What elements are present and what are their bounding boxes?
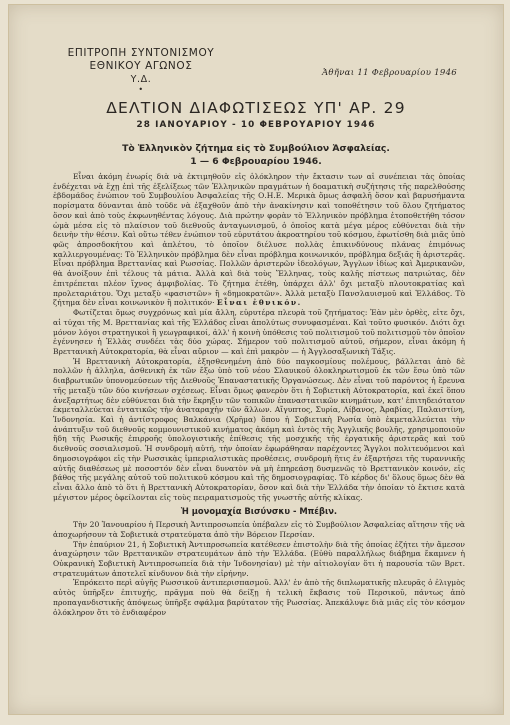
paragraph: Φωτίζεται ὅμως συγχρόνως καὶ μία ἄλλη, εὐρυτέρα πλευρὰ τοῦ ζητήματος: Ἐὰν μὲν ὀρθὲς, εἰτε ὄχι, αἱ τύχαι τῆς Μ. Βρεττανίας καὶ τῆς Ἑλλάδος εἶναι ἀπολύτως συνυφασμέναι. Καὶ τοῦτο φυσικόν. Διότι ὄχι μόνον λόγοι στρατηγικοὶ ἢ γεωγραφικοί, ἀλλ' ἡ κοινὴ ὑπόθεσις τοῦ πολιτισμοῦ τοῦ πολιτισμοῦ τὸν ὁποῖον ἐγέννησεν ἡ Ἑλλὰς συνδέει τὰς δύο χώρας. Σήμερον τοῦ πολιτισμοῦ αὐτοῦ, σήμερον, εἶναι ἀκόμη ἡ Βρεττανικὴ Αὐτοκρατορία, θὰ εἶναι αὔριον — καὶ ἐπὶ μακρὸν — ἡ Ἀγγλοσαξωνικὴ Τάξις. <box>53 308 466 356</box>
issuing-organization <box>65 47 217 94</box>
paragraph <box>53 172 465 308</box>
paragraph-text: Εἶναι ἀκόμη ἐνωρίς διὰ νὰ ἐκτιμηθοῦν εἰς ὁλόκληρον τὴν ἔκτασιν των αἱ συνέπειαι τὰς ὁποίας ἐνδέχεται νὰ ἔχῃ ἐπὶ τῆς ἐξελίξεως τῶν Ἑλληνικῶν πραγμάτων ἡ δοαματικὴ συζήτησις τῆς παρελθούσης ἑβδομάδος ἐνώπιον τοῦ Συμβουλίου Ἀσφαλείας τῆς Ο.Η.Ε. Μερικὰ ὅμως ἀσφαλῆ ὅσον καὶ βαρυσήμαντα πορίσματα δύνανται ἀπὸ τοῦδε νὰ ἐξαχθοῦν ἀπὸ τὴν ἀνακίνησιν καὶ τοποθέτησιν τοῦ ὅλου ζητήματος ὅσον καὶ ἀπὸ τοὺς ἐκφωνηθέντας λόγους. Διὰ πρώτην φορὰν τὸ Ἑλληνικὸν πρόβλημα ἐτοποθετήθη τόσον ὠμὰ μέσα εἰς τὸ πλαίσιον τοῦ διεθνοῦς ἀνταγωνισμοῦ, ὁ ὁποῖος κατὰ μέγα μέρος εὐθύνεται διὰ τὴν δεινὴν τὴν θέσιν. Καὶ οὕτω τέθεν ἐνώπιον τοῦ εὐρυτάτου ἀκροατηρίου τοῦ κόσμου, ἐφωτίσθη διὰ μιᾶς ὑπὸ φῶς ἀπροσδοκήτου καὶ ἀπλέτου, τὸ ὁποῖον διέλυσε πολλὰς ἐπικινδύνους πλάνας ἐπιμόνως καλλιεργουμένας: Τὸ Ἑλληνικὸν πρόβλημα δὲν εἶναι πρόβλημα κοινωνικόν, πρόβλημα δεξιᾶς ἢ ἀριστερᾶς. Εἶναι πρόβλημα Βρεττανίας καὶ Ρωσσίας. Πολλῶν ἀριστερῶν ἰδεολόγων, Ἄγγλων ἰδίως καὶ Ἀμερικανῶν, θὰ ἀνοίξουν ἐπὶ τέλους τὰ μάτια. Ἀλλὰ καὶ διὰ τοὺς Ἕλληνας, τοὺς καλῆς πίστεως πατριώτας, δὲν ἐπιτρέπεται πλέον ἴχνος ἀμφιβολίας. Τὸ ζήτημα ἐτέθη, ὑπάρχει ἀλλ' ὄχι μεταξὺ πλουτοκρατίας καὶ προλεταριάτου. Ὄχι μεταξὺ «φασιστῶν» ἢ «δημοκρατῶν». Ἀλλὰ μεταξὺ Πανσλαυισμοῦ καὶ Ἑλλάδος. Τὸ ζήτημα δὲν εἶναι κοινωνικὸν ἢ πολιτικόν· <box>53 172 465 308</box>
bulletin-dates: 28 ΙΑΝΟΥΑΡΙΟΥ - 10 ΦΕΒΡΟΥΑΡΙΟΥ 1946 <box>136 120 376 130</box>
paragraph: Τὴν ἑπαύριον 21, ἡ Σοβιετικὴ Ἀντιπροσωπεία κατέθεσεν ἐπιστολὴν διὰ τῆς ὁποίας ἐζήτει τὴν ἄμεσον ἀναχώρησιν τῶν Βρεττανικῶν στρατευμάτων ἀπὸ τὴν Ἑλλάδα. (Εὐθὺ παραλλήλως διάβημα ἔκαμνεν ἡ Οὐκρανικὴ Σοβιετικὴ Ἀντιπροσωπεία διὰ τὴν Ἰνδονησίαν) μὲ τὴν αἰτιολογίαν ὅτι ἡ παρουσία τῶν Βρετ. στρατευμάτων ἀποτελεῖ κίνδυνον διὰ τὴν εἰρήνην. <box>53 539 465 578</box>
org-name-line1: ΕΠΙΤΡΟΠΗ ΣΥΝΤΟΝΙΣΜΟΥ <box>67 47 215 59</box>
place-date: Ἀθῆναι 11 Φεβρουαρίου 1946 <box>321 68 457 78</box>
org-abbreviation: Υ.Δ. <box>130 74 152 85</box>
paragraph: Ἡ Βρεττανικὴ Αὐτοκρατορία, ἐξησθενημένη ἀπὸ δύο παγκοσμίους πολέμους, βάλλεται ἀπὸ δὲ πολλῶν ἡ ἀλληλα, ἀσθενικὴ ἐκ τῶν ἔξω ὑπὸ τοῦ νέου Σλαυικοῦ ὁλοκληρωτισμοῦ ἐκ τῶν ἔσω ὑπὸ τῶν διαβρωτικῶν ὑπονομεύσεων τῆς Διεθνοῦς Ἐπαναστατικῆς Ὀργανώσεως. Δὲν εἶναι τοῦ παρόντος ἡ ἔρευνα τῆς μεταξὺ τῶν δύο κινήσεων σχέσεως. Εἶναι ὅμως φανερὸν ὅτι ἡ Σοβιετικὴ Αὐτοκρατορία, καὶ ἐκεῖ ὅπου ἀνεξαρτήτως δὲν εὐθύνεται διὰ τὴν ἔκρηξιν τῶν τοπικῶν ἐπαναστατικῶν κινημάτων, κατ' ἐπιτηδειότατον ἐκμεταλλεύεται ἐντατικῶς τὴν ἀναταραχὴν τῶν ἄλλων. Αἴγυπτος, Συρία, Λίβανος, Ἀραβίας, Παλαιστίνη, Ἰνδονησία. Καὶ ἡ ἀντίστροφος Βαλκάνια (Χρῆμα) ὅπου ἡ Σοβιετικὴ Ρωσία ὑπὸ ἐκμεταλλεύεται τὴν ἀνάπτυξιν τοῦ διεθνοῦς κομμουνιστικοῦ κινήματος ἀκόμη καὶ ἐντὸς τῆς Ἀγγλικῆς βουλῆς, χρησιμοποιοῦν ἤδη τῆς Ρωσικῆς ἐπιρροῆς ὑπολογιστικῆς ἐπίθεσις τῆς μοσχικῆς τῆς ἐργατικῆς ἀριστερᾶς καὶ τοῦ διεθνοῦς σοσιαλισμοῦ. Ἡ συνδρομὴ αὐτή, τὴν ὁποίαν ἐφωράθησαν παρέχοντες Ἄγγλοι πολιτευόμενοι καὶ δημοσιογράφοι εἰς τὴν Ρωσσικὰς ἰμπεριαλιστικὰς προθέσεις, συνδρομὴ ἥτις ἐν ἐξαρτήσει τῆς τυραννικῆς αὐτῆς διαθέσεως μὲ ποσοστόν δὲν εἶναι δυνατὸν νὰ μὴ ἐπηρεάσῃ δυσμενῶς τὸ Βρεττανικὸν κοινόν, εἰς βάθος τῆς μεγάλης αὐτοῦ τοῦ πολιτικοῦ κόσμου καὶ τῆς δημοσιογραφίας. Τὸ κέρδος δι' ὅλους ὅμως δὲν θὰ εἶναι ἄλλο ἀπὸ τὸ ὅτι ἡ Βρεττανικὴ Αὐτοκρατορίαν, ὅσον καὶ διὰ τὴν Ἑλλάδα τὴν ὁποίαν τὸ ἔκτισε κατὰ μέγιστον μέρος ὀφείλονται εἰς τοὺς πειραματισμοὺς τῆς γνωστῆς αὐτῆς κλίκας. <box>53 356 465 502</box>
org-name-line2: ΕΘΝΙΚΟΥ ΑΓΩΝΟΣ <box>89 60 193 72</box>
paragraph: Ἐπρόκειτο περὶ αὐγῆς Ρωσσικοῦ ἀντιπερισπασμοῦ. Ἀλλ' ἐν ἀπὸ τῆς διπλωματικῆς πλευρᾶς ὁ ἐλιγμὸς αὐτὸς ὑπῆρξεν ἐπιτυχής, πρᾶγμα ποὺ θὰ δείξῃ ἡ τελικὴ ἔκβασις τοῦ Περσικοῦ, πάντως ἀπὸ προπαγανδιστικῆς ἀπόψεως ὑπῆρξε σφάλμα βαρύτατον τῆς Ρωσσίας. Ἀπεκάλυψε διὰ μιᾶς εἰς τὸν κόσμον ὁλόκληρον ὅτι τὸ ἐνδιαφέρον <box>53 578 465 617</box>
article-heading <box>9 142 503 168</box>
org-bullet: • <box>138 85 144 94</box>
article-subtitle: 1 — 6 Φεβρουαρίου 1946. <box>190 156 322 167</box>
bulletin-title: ΔΕΛΤΙΟΝ ΔΙΑΦΩΤΙΣΕΩΣ ΥΠ' ΑΡ. 29 <box>106 99 406 117</box>
paragraph: Τὴν 20 Ἰανουαρίου ἡ Περσικὴ Ἀντιπροσωπεία ὑπέβαλεν εἰς τὸ Συμβούλιον Ἀσφαλείας αἴτησιν τῆς νὰ ἀποχωρήσουν τὰ Σοβιετικὰ στρατεύματα ἀπὸ τὴν Βόρειον Περσίαν. <box>53 520 465 539</box>
article-title: Τὸ Ἑλληνικὸν ζήτημα εἰς τὸ Συμβούλιον Ἀσφαλείας. <box>122 143 390 154</box>
article-body <box>53 172 465 617</box>
document-page <box>8 4 504 715</box>
section-title: Ἡ μονομαχία Βισύνσκυ - Μπέβιν. <box>180 506 338 517</box>
emphasis-text: Εἶναι ἐθνικόν. <box>216 298 302 308</box>
